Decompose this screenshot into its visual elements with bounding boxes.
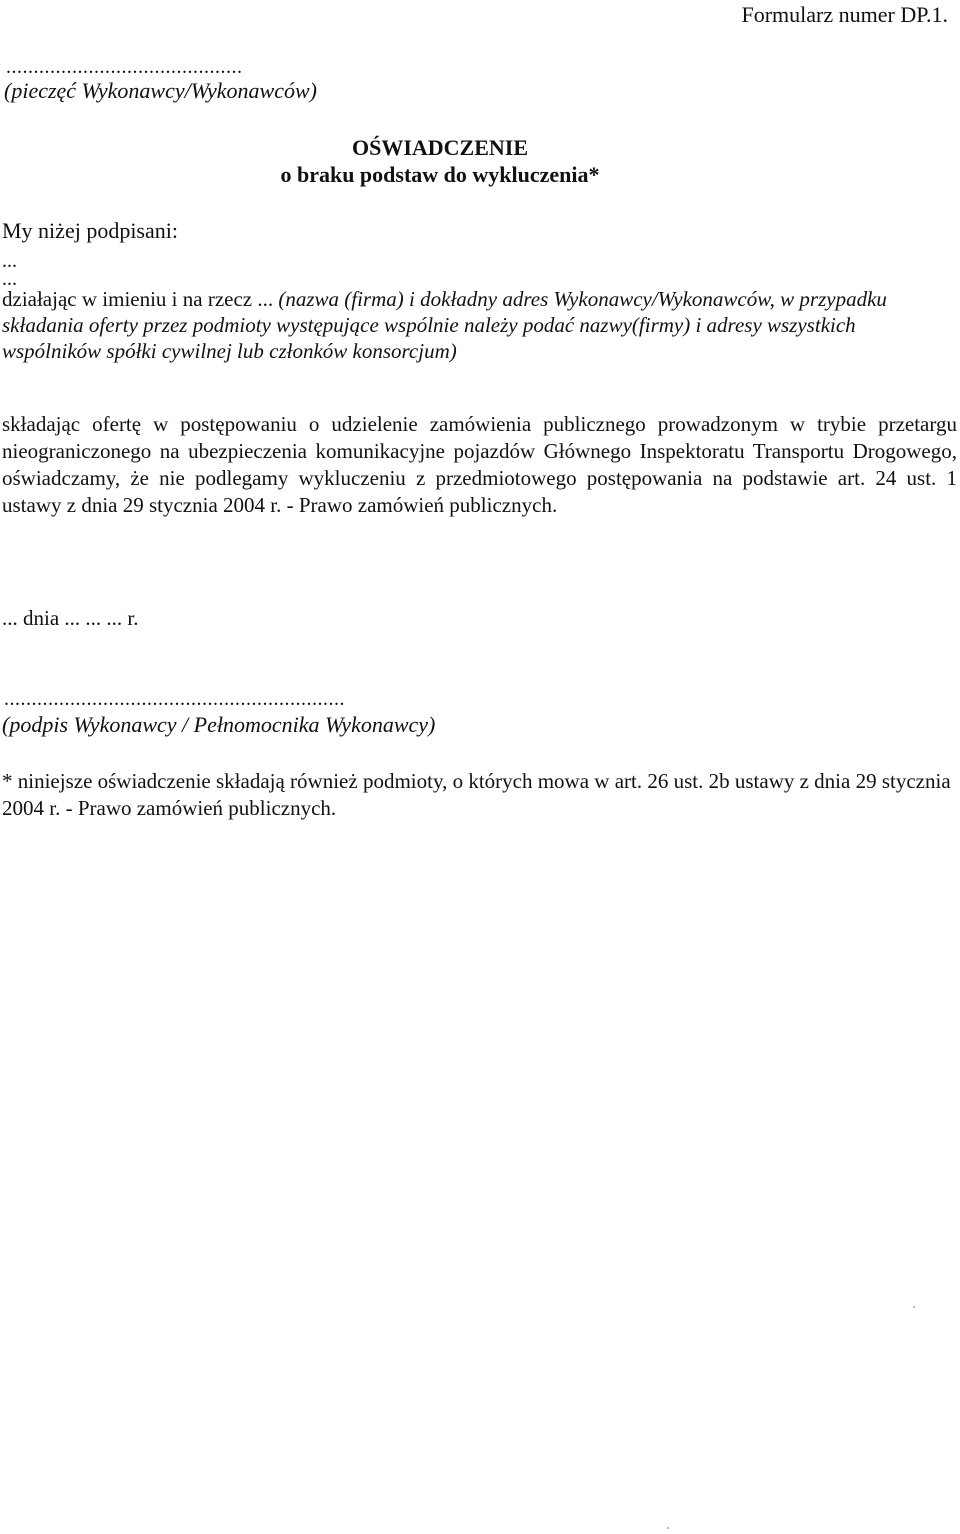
form-number: Formularz numer DP.1. — [741, 2, 948, 27]
title-line-1: OŚWIADCZENIE — [351, 135, 529, 160]
stamp-dotted-line: ........................................... — [6, 56, 243, 78]
acting-on-behalf-paragraph — [2, 286, 952, 364]
scan-speck — [913, 1306, 915, 1308]
acting-italic-note: (nazwa (firma) i dokładny adres Wykonawcy/Wykonawców, w przypadku składania oferty przez podmioty występujące wspólnie należy podać nazwy(firmy) i adresy wszystkich wspólników spółki cywilnej lub członków konsorcjum) — [2, 287, 887, 363]
acting-prefix: działając w imieniu i na rzecz ... — [2, 287, 279, 311]
signature-label: (podpis Wykonawcy / Pełnomocnika Wykonawcy) — [2, 712, 436, 737]
ellipsis-placeholder: ... — [2, 268, 17, 290]
statement-paragraph: składając ofertę w postępowaniu o udzielenie zamówienia publicznego prowadzonym w trybie przetargu nieograniczonego na ubezpieczenia komunikacyjne pojazdów Głównego Inspektoratu Transportu Drogowego, oświadczamy, że nie podlegamy wykluczeniu z przedmiotowego postępowania na podstawie art. 24 ust. 1 ustawy z dnia 29 stycznia 2004 r. - Prawo zamówień publicznych. — [2, 412, 957, 517]
ellipsis-placeholder: ... — [2, 250, 17, 272]
scan-speck — [667, 1527, 669, 1529]
document-title — [0, 134, 880, 188]
signed-intro: My niżej podpisani: — [2, 218, 178, 243]
stamp-label: (pieczęć Wykonawcy/Wykonawców) — [4, 78, 317, 103]
footnote: * niniejsze oświadczenie składają również podmioty, o których mowa w art. 26 ust. 2b ustawy z dnia 29 stycznia 2004 r. - Prawo zamówień publicznych. — [2, 769, 951, 820]
title-line-2: o braku podstaw do wykluczenia* — [280, 162, 600, 187]
signature-dotted-line: .............................................................. — [4, 688, 345, 710]
date-line: ... dnia ... ... ... r. — [2, 606, 139, 630]
